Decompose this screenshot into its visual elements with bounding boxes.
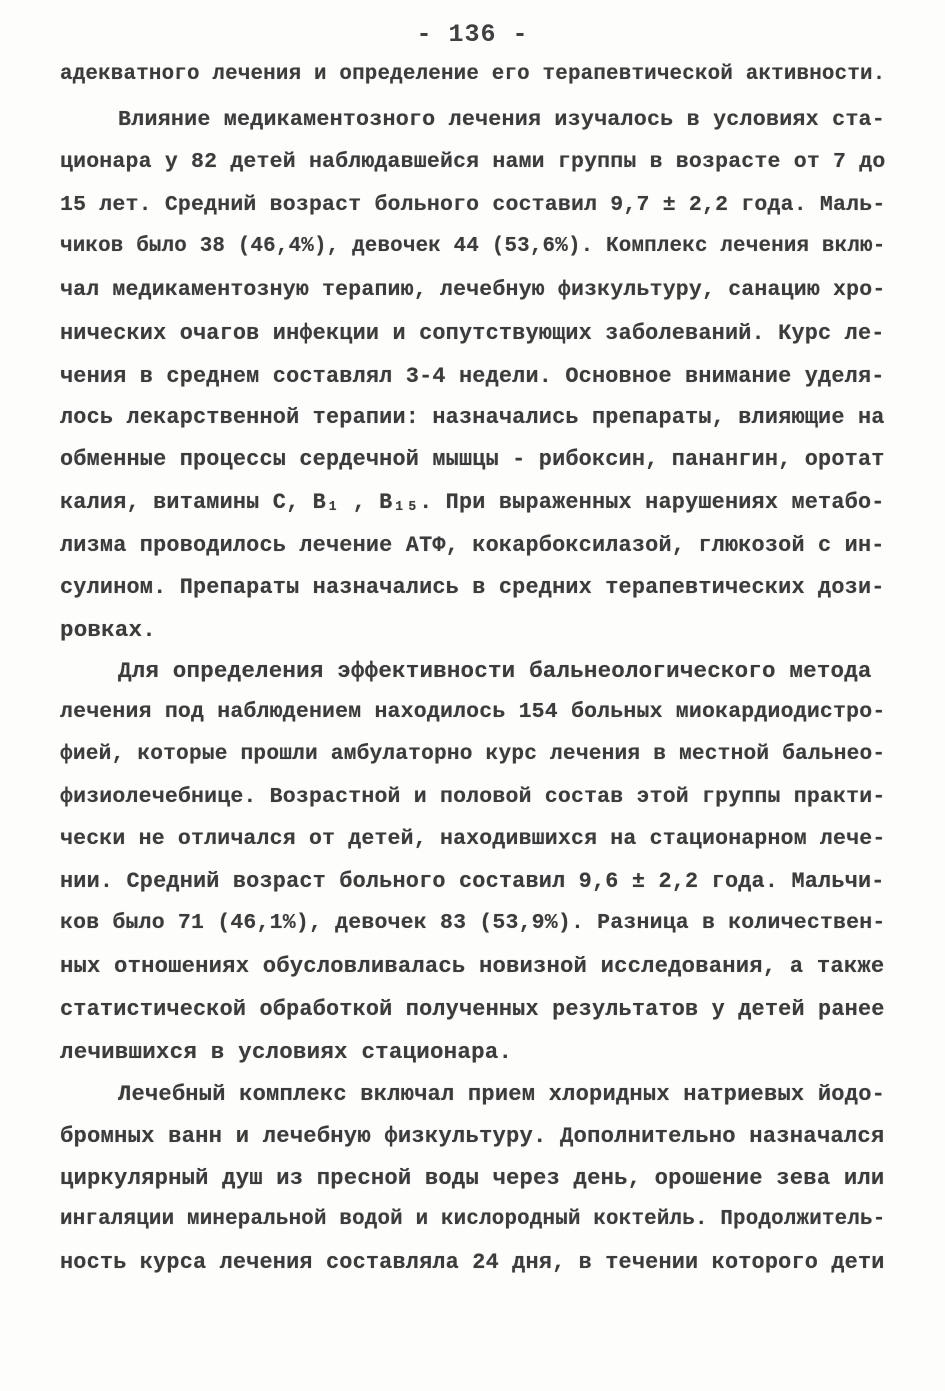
text-line: чиков было 38 (46,4%), девочек 44 (53,6%). Комплекс лечения вклю- xyxy=(60,235,886,258)
text-line: лечения под наблюдением находилось 154 больных миокардиодистро- xyxy=(60,700,886,724)
text-line: фией, которые прошли амбулаторно курс лечения в местной бальнео- xyxy=(60,742,886,766)
page-number: - 136 - xyxy=(416,20,529,49)
text-line: лечившихся в условиях стационара. xyxy=(60,1039,513,1065)
text-line: Лечебный комплекс включал прием хлоридных натриевых йодо- xyxy=(118,1082,886,1107)
text-line: Для определения эффективности бальнеологического метода xyxy=(118,658,872,684)
text-line: обменные процессы сердечной мышцы - рибоксин, панангин, оротат xyxy=(60,447,885,472)
text-line: чения в среднем составлял 3-4 недели. Основное внимание уделя- xyxy=(60,364,885,389)
text-line: чал медикаментозную терапию, лечебную физкультуру, санацию хро- xyxy=(60,278,886,302)
text-line: чески не отличался от детей, находившихся на стационарном лече- xyxy=(60,827,886,851)
text-line: бромных ванн и лечебную физкультуру. Дополнительно назначался xyxy=(60,1124,885,1149)
text-line: лизма проводилось лечение АТФ, кокарбоксилазой, глюкозой с ин- xyxy=(60,533,885,558)
text-line: ность курса лечения составляла 24 дня, в течении которого дети xyxy=(60,1250,885,1275)
text-line: статистической обработкой полученных результатов у детей ранее xyxy=(60,997,885,1022)
text-line: ционара у 82 детей наблюдавшейся нами группы в возрасте от 7 до xyxy=(60,150,886,174)
text-line: ингаляции минеральной водой и кислородный коктейль. Продолжитель- xyxy=(60,1208,886,1231)
text-line: адекватного лечения и определение его терапевтической активности. xyxy=(60,63,886,86)
text-line: калия, витамины C, B₁ , B₁₅. При выраженных нарушениях метабо- xyxy=(60,490,885,515)
text-line: ных отношениях обусловливалась новизной исследования, а также xyxy=(60,954,885,979)
text-line: Влияние медикаментозного лечения изучалось в условиях ста- xyxy=(118,107,885,132)
text-line: ровках. xyxy=(60,617,156,643)
text-line: сулином. Препараты назначались в средних терапевтических дози- xyxy=(60,575,885,600)
text-line: нии. Средний возраст больного составил 9,6 ± 2,2 года. Мальчи- xyxy=(60,869,885,894)
text-line: нических очагов инфекции и сопутствующих заболеваний. Курс ле- xyxy=(60,321,885,346)
text-line: циркулярный душ из пресной воды через день, орошение зева или xyxy=(60,1166,885,1191)
text-line: 15 лет. Средний возраст больного составил 9,7 ± 2,2 года. Маль- xyxy=(60,193,886,217)
text-line: ков было 71 (46,1%), девочек 83 (53,9%). Разница в количествен- xyxy=(60,911,886,935)
text-line: лось лекарственной терапии: назначались препараты, влияющие на xyxy=(60,405,885,430)
text-line: физиолечебнице. Возрастной и половой состав этой группы практи- xyxy=(60,785,886,809)
